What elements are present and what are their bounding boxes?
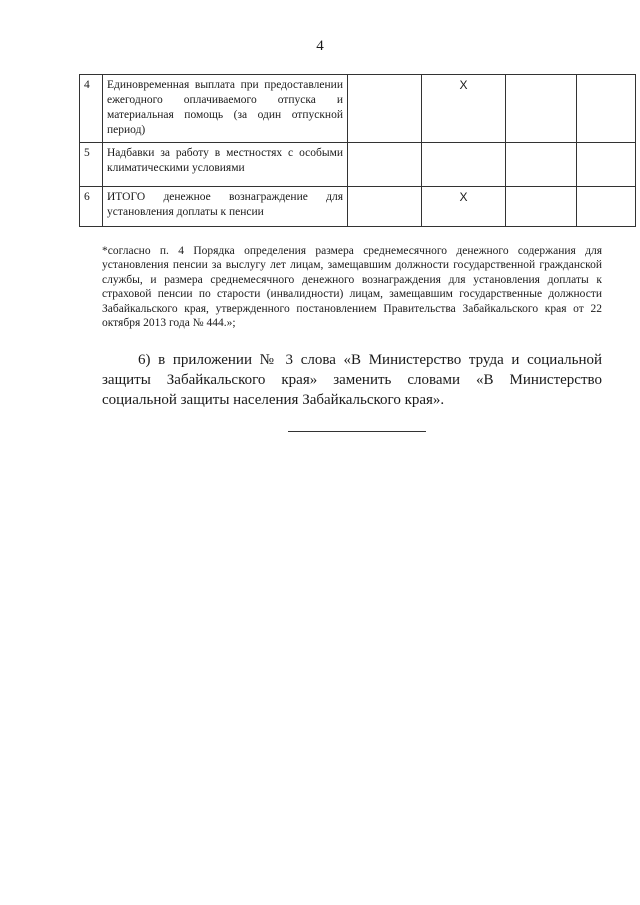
row-number: 6 [80,187,103,227]
amendment-paragraph: 6) в приложении № 3 слова «В Министерство труда и социальной защиты Забайкальского края» заменить словами «В Министерство социальной защиты населения Забайкальского края». [102,352,602,408]
cell [577,187,636,227]
cell [506,187,577,227]
compensation-table [79,74,636,227]
row-number: 5 [80,143,103,187]
table-row [80,187,636,227]
cell [577,143,636,187]
table-row [80,75,636,143]
cell [348,143,422,187]
row-name: Надбавки за работу в местностях с особыми климатическими условиями [103,143,348,187]
table-row [80,143,636,187]
cell-mark: X [422,187,506,227]
cell [577,75,636,143]
page-number: 4 [316,38,324,54]
cell [506,75,577,143]
row-number: 4 [80,75,103,143]
cell [506,143,577,187]
cell [348,75,422,143]
footnote: *согласно п. 4 Порядка определения размера среднемесячного денежного содержания для установления пенсии за выслугу лет лицам, замещавшим должности государственной гражданской службы, и размера среднемесячного денежного вознаграждения для установления доплаты к страховой пенсии по старости (инвалидности) лицам, замещавшим государственные должности Забайкальского края, утвержденного постановлением Правительства Забайкальского края от 22 октября 2013 года № 444.»; [102,245,602,330]
row-name: Единовременная выплата при предоставлении ежегодного оплачиваемого отпуска и материальная помощь (за один отпускной период) [103,75,348,143]
cell-mark [422,143,506,187]
cell [348,187,422,227]
cell-mark: X [422,75,506,143]
row-name: ИТОГО денежное вознаграждение для установления доплаты к пенсии [103,187,348,227]
end-separator-line [288,431,426,432]
